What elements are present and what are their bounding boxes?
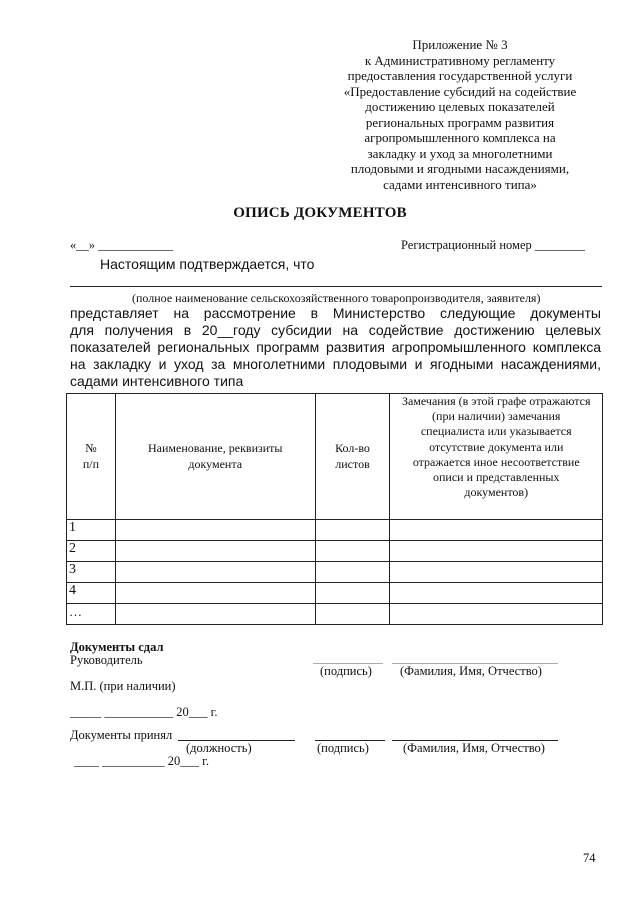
page-number: 74 [583,851,596,865]
row-notes-cell[interactable] [390,541,603,562]
handover-role: Руководитель [70,653,143,667]
confirm-text: Настоящим подтверждается, что [100,256,315,272]
body-line: садами интенсивного типа [70,373,244,389]
appendix-line: Приложение № 3 [412,37,508,52]
header-number: № п/п [67,394,116,520]
body-line: показателей региональных программ развития агропромышленного комплекса [70,339,601,355]
row-name-cell[interactable] [115,520,315,541]
row-sheets-cell[interactable] [315,604,390,625]
handover-date: _____ ___________ 20___ г. [70,705,218,719]
row-number: 2 [67,541,116,562]
appendix-line: достижению целевых показателей [365,99,555,114]
accept-fio-caption: (Фамилия, Имя, Отчество) [403,741,545,755]
row-number: 1 [67,520,116,541]
row-sheets-cell[interactable] [315,562,390,583]
row-notes-cell[interactable] [390,583,603,604]
row-notes-cell[interactable] [390,562,603,583]
applicant-name-caption: (полное наименование сельскохозяйственного товаропроизводителя, заявителя) [132,291,541,305]
row-sheets-cell[interactable] [315,583,390,604]
row-name-cell[interactable] [115,604,315,625]
row-notes-cell[interactable] [390,520,603,541]
row-sheets-cell[interactable] [315,541,390,562]
handover-fio-caption: (Фамилия, Имя, Отчество) [400,664,542,678]
row-number: 4 [67,583,116,604]
appendix-line: региональных программ развития [365,114,555,130]
handover-signature-caption: (подпись) [320,664,372,678]
accept-position-caption: (должность) [186,741,252,755]
body-paragraph [70,305,601,390]
header-notes: Замечания (в этой графе отражаются (при наличии) замечания специалиста или указывается отсутствие документа или отражается иное несоответствие описи и представленных документов) [390,394,603,520]
row-number: 3 [67,562,116,583]
body-line: представляет на рассмотрение в Министерство следующие документы [70,305,601,321]
stamp-label: М.П. (при наличии) [70,679,176,693]
accept-date: ____ __________ 20___ г. [74,754,209,768]
handover-heading: Документы сдал [70,640,164,654]
documents-table [66,393,603,625]
body-line: на закладку и уход за многолетними плодовыми и ягодными насаждениями, [70,356,601,372]
row-name-cell[interactable] [115,562,315,583]
appendix-line: к Административному регламенту [364,52,556,68]
appendix-line: садами интенсивного типа» [383,176,537,192]
appendix-line: агропромышленного комплекса на [364,130,556,145]
date-field: «__» ____________ [70,238,174,252]
header-sheets: Кол-во листов [315,394,390,520]
header-name: Наименование, реквизиты документа [115,394,315,520]
table-row [67,562,603,583]
table-row [67,583,603,604]
row-notes-cell[interactable] [390,604,603,625]
appendix-line: закладку и уход за многолетними [367,145,553,161]
appendix-line: предоставления государственной услуги [347,68,573,83]
document-title: ОПИСЬ ДОКУМЕНТОВ [233,205,407,221]
row-name-cell[interactable] [115,541,315,562]
row-sheets-cell[interactable] [315,520,390,541]
accept-label: Документы принял [70,728,173,742]
appendix-line: «Предоставление субсидий на содействие [343,83,577,99]
table-row [67,604,603,625]
appendix-header [305,37,615,192]
row-number: … [67,604,116,625]
table-row [67,541,603,562]
applicant-name-line [70,286,602,287]
table-header-row [67,394,603,520]
appendix-line: плодовыми и ягодными насаждениями, [350,161,570,176]
row-name-cell[interactable] [115,583,315,604]
body-line: для получения в 20__году субсидии на содействие достижению целевых [70,322,601,338]
accept-signature-caption: (подпись) [317,741,369,755]
registration-number-field: Регистрационный номер ________ [401,238,585,252]
table-row [67,520,603,541]
